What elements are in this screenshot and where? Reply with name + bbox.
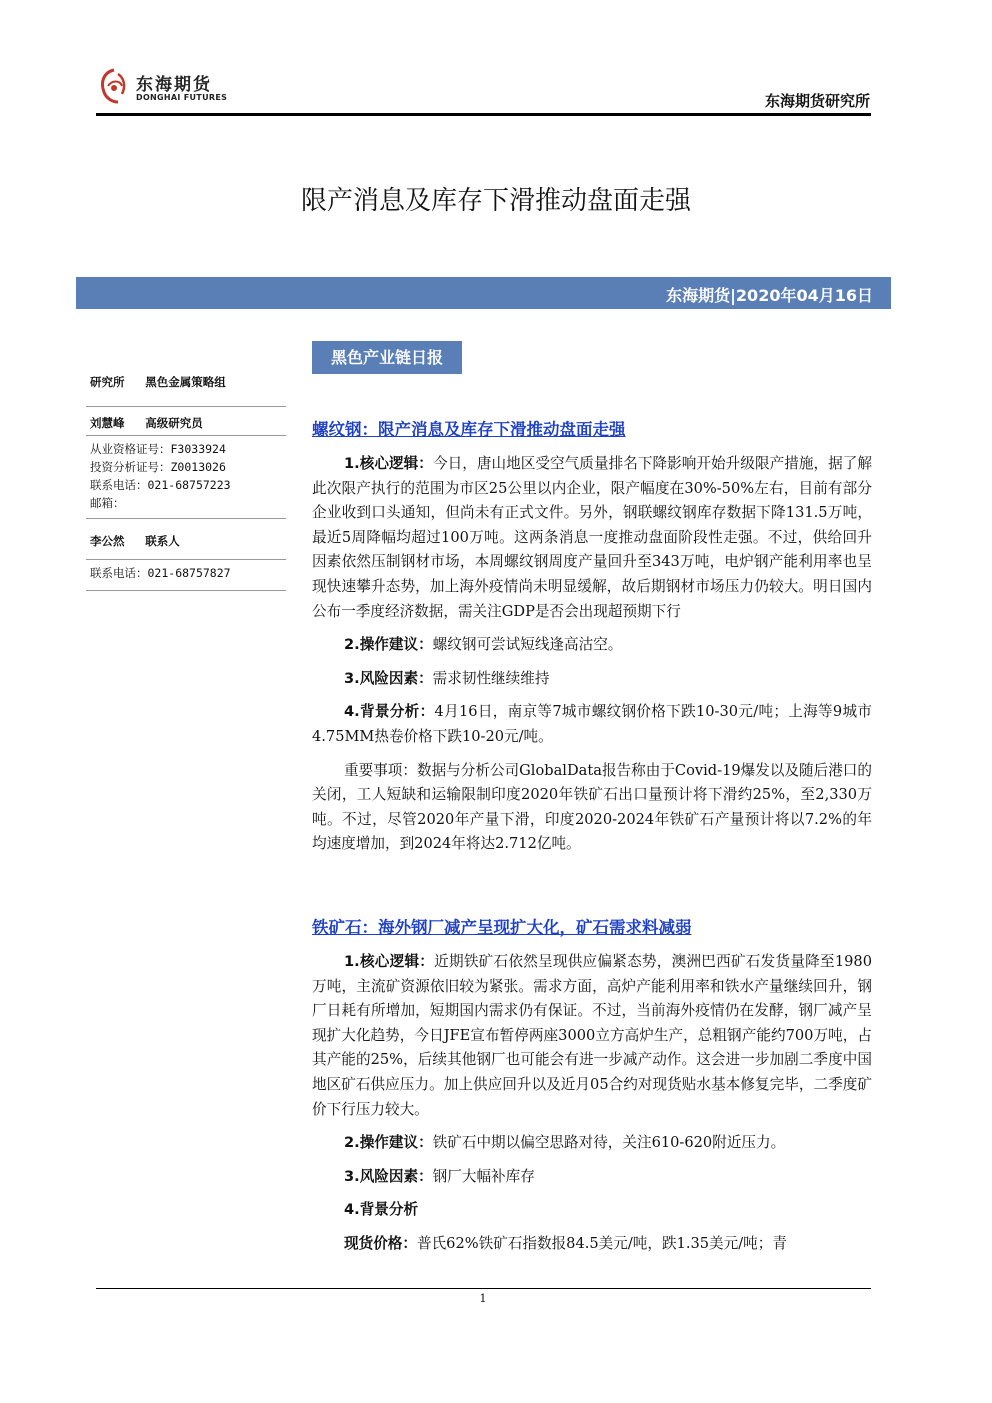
- paragraph: [312, 1198, 872, 1223]
- company-logo: [96, 64, 236, 110]
- para-text: 重要事项：数据与分析公司GlobalData报告称由于Covid-19爆发以及随后港口的关闭，工人短缺和运输限制印度2020年铁矿石出口量预计将下滑约25%，至2,330万吨。不过，尽管2020年产量下滑，印度2020-2024年铁矿石产量预计将以7.2%的年均速度增加，到2024年将达2.712亿吨。: [312, 761, 872, 853]
- para-text: 今日，唐山地区受空气质量排名下降影响开始升级限产措施，据了解此次限产执行的范围为市区25公里以内企业，限产幅度在30%-50%左右，目前有部分企业收到口头通知，但尚未有正式文件。另外，钢联螺纹钢库存数据下降131.5万吨，最近5周降幅均超过100万吨。这两条消息一度推动盘面阶段性走强。不过，供给回升因素依然压制钢材市场，本周螺纹钢周度产量回升至343万吨，电炉钢产能利用率也呈现快速攀升态势，加上海外疫情尚未明显缓解，故后期钢材市场压力仍较大。明日国内公布一季度经济数据，需关注GDP是否会出现超预期下行: [312, 455, 872, 620]
- section-body-rebar: [312, 452, 872, 857]
- analyst1-info: 联系电话：021-68757223: [90, 478, 231, 492]
- divider: [86, 518, 286, 519]
- para-key: 1.核心逻辑：: [344, 953, 435, 970]
- analyst2-row: [86, 523, 286, 559]
- divider: [86, 435, 286, 436]
- divider: [86, 559, 286, 560]
- para-text: 螺纹钢可尝试短线逢高沽空。: [432, 636, 623, 654]
- para-key: 现货价格：: [344, 1234, 417, 1252]
- section-heading-iron-ore[interactable]: 铁矿石：海外钢厂减产呈现扩大化，矿石需求料减弱: [312, 918, 692, 937]
- analyst1-info: 投资分析证号：Z0013026: [90, 460, 226, 474]
- para-key: 2.操作建议：: [344, 636, 433, 654]
- logo-text-cn: 东海期货: [136, 75, 212, 95]
- para-key: 4.背景分析：: [344, 703, 435, 721]
- section-heading-rebar[interactable]: 螺纹钢：限产消息及库存下滑推动盘面走强: [312, 420, 626, 439]
- paragraph: [312, 452, 872, 624]
- para-text: 近期铁矿石依然呈现供应偏紧态势，澳洲巴西矿石发货量降至1980万吨，主流矿资源依旧较为紧张。需求方面，高炉产能利用率和铁水产量继续回升，钢厂日耗有所增加，短期国内需求仍有保证。不过，当前海外疫情仍在发酵，钢厂减产呈现扩大化趋势，今日JFE宣布暂停两座3000立方高炉生产，总粗钢产能约700万吨，占其产能的25%，后续其他钢厂也可能会有进一步减产动作。这会进一步加剧二季度中国地区矿石供应压力。加上供应回升以及近月05合约对现货贴水基本修复完毕，二季度矿价下行压力较大。: [312, 953, 872, 1118]
- paragraph: [312, 1165, 872, 1190]
- paragraph: [312, 1232, 872, 1257]
- dept-name: 黑色金属策略组: [145, 375, 226, 389]
- logo-text-en: DONGHAI FUTURES: [136, 93, 228, 102]
- analyst1-name: 刘慧峰: [90, 416, 125, 430]
- divider: [86, 590, 286, 591]
- footer-divider: [96, 1288, 871, 1289]
- dept-label: 研究所: [90, 375, 125, 389]
- banner-text: 东海期货|2020年04月16日: [666, 286, 873, 305]
- paragraph: [312, 667, 872, 692]
- paragraph: [312, 950, 872, 1122]
- author-sidebar: [86, 370, 286, 595]
- analyst1-row: [86, 411, 286, 435]
- para-key: 1.核心逻辑：: [344, 455, 433, 472]
- para-key: 4.背景分析: [344, 1201, 419, 1219]
- analyst2-title: 联系人: [145, 534, 180, 548]
- para-key: 3.风险因素：: [344, 1167, 433, 1185]
- analyst2-name: 李公然: [90, 534, 125, 548]
- logo-mark-icon: [96, 66, 132, 106]
- para-text: 普氏62%铁矿石指数报84.5美元/吨，跌1.35美元/吨；青: [416, 1234, 787, 1252]
- analyst1-title: 高级研究员: [145, 416, 203, 430]
- dept-row: [86, 370, 286, 394]
- header-org-name: 东海期货研究所: [764, 92, 870, 110]
- para-text: 需求韧性继续维持: [432, 669, 550, 687]
- report-type-tag: 黑色产业链日报: [312, 341, 462, 374]
- header-divider: [96, 113, 871, 116]
- para-text: 钢厂大幅补库存: [432, 1167, 535, 1185]
- divider: [86, 406, 286, 407]
- analyst1-info: 从业资格证号：F3033924: [90, 442, 226, 456]
- date-banner: [76, 277, 891, 309]
- para-text: 4月16日，南京等7城市螺纹钢价格下跌10-30元/吨；上海等9城市4.75MM热卷价格下跌10-20元/吨。: [312, 703, 872, 745]
- paragraph: [312, 700, 872, 749]
- para-key: 2.操作建议：: [344, 1134, 433, 1152]
- section-body-iron-ore: [312, 950, 872, 1257]
- para-text: 铁矿石中期以偏空思路对待，关注610-620附近压力。: [432, 1134, 786, 1152]
- para-key: 3.风险因素：: [344, 669, 433, 687]
- page-number: 1: [479, 1292, 487, 1305]
- paragraph: [312, 759, 872, 857]
- paragraph: [312, 1131, 872, 1156]
- page-title: 限产消息及库存下滑推动盘面走强: [300, 186, 691, 216]
- paragraph: [312, 633, 872, 658]
- analyst1-info: 邮箱：: [90, 496, 125, 510]
- analyst2-info: 联系电话：021-68757827: [90, 566, 231, 580]
